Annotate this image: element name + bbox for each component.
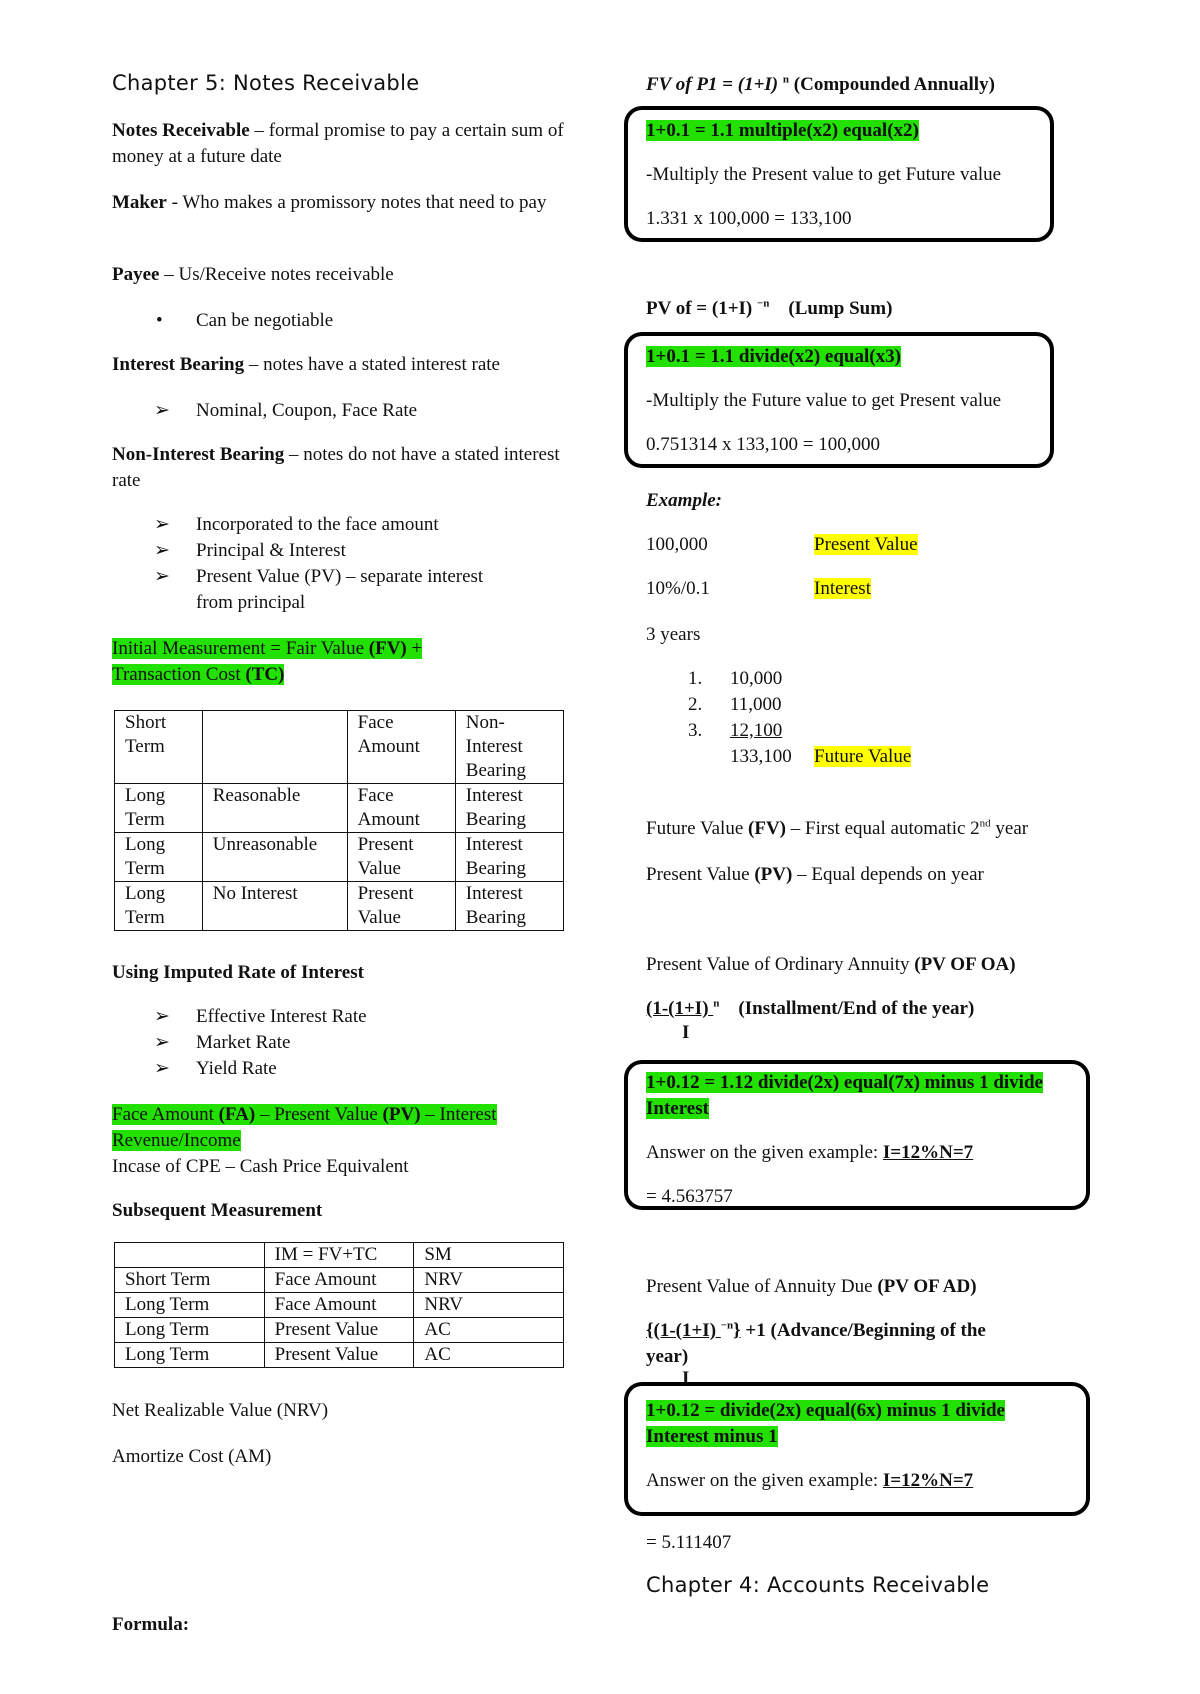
- box-result: = 4.563757: [646, 1186, 733, 1207]
- pvoa-denominator: [682, 1020, 689, 1046]
- table-cell: IM = FV+TC: [264, 1243, 414, 1268]
- term: Payee: [112, 264, 160, 285]
- formula-text: {(1-(1+I): [646, 1320, 721, 1341]
- table-cell: Present Value: [264, 1318, 414, 1343]
- box-step: 1+0.1 = 1.1 divide(x2) equal(x3): [646, 346, 901, 367]
- title-abbr: (PV OF AD): [877, 1276, 977, 1297]
- imputed-title: [112, 960, 364, 986]
- measurement-table: [114, 1242, 564, 1368]
- def-text: Present Value: [646, 864, 755, 885]
- table-cell: [115, 1243, 265, 1268]
- table-row: [115, 1293, 564, 1318]
- fa-text: – Present Value: [255, 1104, 383, 1125]
- formula-sup: −n: [720, 1319, 734, 1332]
- example-interest-row: [646, 576, 871, 602]
- list-item: [112, 512, 483, 538]
- example-label: [646, 488, 722, 514]
- box-params: I=12%N=7: [882, 1142, 974, 1163]
- list-item: [112, 1004, 367, 1030]
- table-cell: Face Amount: [347, 711, 455, 784]
- fv-title-text: (Compounded Annually): [789, 74, 995, 95]
- table-cell: [202, 711, 347, 784]
- table-cell: Face Amount: [347, 784, 455, 833]
- table-row: [115, 1318, 564, 1343]
- list-number: 1.: [688, 668, 703, 689]
- title-text: Subsequent Measurement: [112, 1200, 323, 1221]
- cpe-line: Incase of CPE – Cash Price Equivalent: [112, 1156, 409, 1177]
- box-note: Answer on the given example:: [646, 1142, 883, 1163]
- table-cell: No Interest: [202, 882, 347, 931]
- im-text: Initial Measurement = Fair Value: [112, 638, 369, 659]
- pv-box-content: [646, 344, 1086, 458]
- title-text: Present Value of Annuity Due: [646, 1276, 878, 1297]
- table-cell: NRV: [414, 1293, 564, 1318]
- denominator-text: I: [682, 1022, 690, 1043]
- table-cell: AC: [414, 1343, 564, 1368]
- list-number: 3.: [688, 720, 703, 741]
- bullet-text: Can be negotiable: [196, 310, 334, 331]
- fv-title: [646, 72, 995, 98]
- formula-desc: (Installment/End of the year): [738, 998, 975, 1019]
- interest-bearing-item: [112, 398, 417, 424]
- table-cell: Long Term: [115, 1318, 265, 1343]
- box-result: 0.751314 x 133,100 = 100,000: [646, 434, 880, 455]
- box-step: Interest: [646, 1098, 709, 1119]
- term: Non-Interest Bearing: [112, 444, 285, 465]
- table-cell: Long Term: [115, 882, 203, 931]
- pv-title-text: (Lump Sum): [788, 298, 893, 319]
- table-cell: Interest Bearing: [455, 784, 563, 833]
- fv-title-text: FV of P1 = (1+I): [646, 74, 783, 95]
- term: Notes Receivable: [112, 120, 250, 141]
- label: Interest: [814, 578, 871, 599]
- list-value: 12,100: [730, 720, 783, 741]
- formula-text: Formula:: [112, 1614, 190, 1635]
- formula-text: (1-(1+I): [646, 998, 714, 1019]
- table-row: [115, 833, 564, 882]
- table-cell: Long Term: [115, 833, 203, 882]
- denominator-text: I: [682, 1368, 690, 1389]
- table-cell: Long Term: [115, 1343, 265, 1368]
- pvoa-box-content: [646, 1070, 1096, 1210]
- fa-abbr: (FA): [218, 1104, 256, 1125]
- list-item: [112, 1030, 367, 1056]
- imputed-list: [112, 1004, 367, 1082]
- table-cell: Face Amount: [264, 1293, 414, 1318]
- title-text: Present Value of Ordinary Annuity: [646, 954, 915, 975]
- table-row: [115, 1343, 564, 1368]
- payee-bullet: [112, 308, 333, 334]
- item-text: Nominal, Coupon, Face Rate: [196, 400, 418, 421]
- list-item: [112, 1056, 367, 1082]
- list-item: [112, 538, 483, 564]
- arrow-icon: ➢: [154, 566, 170, 587]
- table-cell: NRV: [414, 1268, 564, 1293]
- list-item: [646, 666, 911, 692]
- definition: – notes do not have a stated interest rate: [112, 444, 560, 491]
- arrow-icon: ➢: [154, 1006, 170, 1027]
- list-item: [646, 718, 911, 744]
- list-item-continuation: [112, 590, 483, 616]
- definition: - Who makes a promissory notes that need to pay: [166, 192, 547, 213]
- arrow-icon: ➢: [154, 400, 170, 421]
- def-abbr: (FV): [748, 818, 787, 839]
- table-row: [115, 882, 564, 931]
- formula-label: [112, 1612, 189, 1638]
- pvad-title: [646, 1274, 977, 1300]
- def-text: year: [990, 818, 1029, 839]
- table-cell: Short Term: [115, 711, 203, 784]
- non-interest-bearing-definition: [112, 442, 572, 494]
- term: Interest Bearing: [112, 354, 245, 375]
- pvoa-title: [646, 952, 1016, 978]
- table-cell: Short Term: [115, 1268, 265, 1293]
- total-value: 133,100: [730, 746, 792, 767]
- fv-definition: [646, 816, 1028, 842]
- fa-text: Face Amount: [112, 1104, 219, 1125]
- nrv-line: Net Realizable Value (NRV): [112, 1400, 329, 1421]
- box-result: 1.331 x 100,000 = 133,100: [646, 208, 852, 229]
- arrow-icon: ➢: [154, 1058, 170, 1079]
- classification-table: [114, 710, 564, 931]
- list-total: [646, 744, 911, 770]
- item-text: Incorporated to the face amount: [196, 514, 439, 535]
- pv-title: [646, 296, 892, 322]
- example-text: Example:: [646, 490, 722, 511]
- table-cell: AC: [414, 1318, 564, 1343]
- table-cell: Reasonable: [202, 784, 347, 833]
- im-fv: (FV): [368, 638, 407, 659]
- def-text: – First equal automatic 2: [786, 818, 980, 839]
- pvoa-formula: [646, 996, 974, 1022]
- item-text: Effective Interest Rate: [196, 1006, 367, 1027]
- formula-text: }: [733, 1320, 741, 1341]
- item-text: Present Value (PV) – separate interest: [196, 566, 484, 587]
- value: 10%/0.1: [646, 578, 710, 599]
- box-note: -Multiply the Present value to get Future value: [646, 164, 1002, 185]
- list-value: 11,000: [730, 694, 782, 715]
- table-row: [115, 1268, 564, 1293]
- list-item: [112, 564, 483, 590]
- formula-desc: year): [646, 1346, 689, 1367]
- title-text: Using Imputed Rate of Interest: [112, 962, 364, 983]
- chapter-title: Chapter 5: Notes Receivable: [112, 71, 420, 95]
- definition: – formal promise to pay a certain sum of money at a future date: [112, 120, 564, 167]
- table-cell: Long Term: [115, 1293, 265, 1318]
- value: 100,000: [646, 534, 708, 555]
- list-value: 10,000: [730, 668, 783, 689]
- title-abbr: (PV OF OA): [914, 954, 1016, 975]
- notes-receivable-definition: [112, 118, 572, 170]
- arrow-icon: ➢: [154, 1032, 170, 1053]
- formula-desc: +1 (Advance/Beginning of the: [740, 1320, 986, 1341]
- fa-text: – Interest: [420, 1104, 497, 1125]
- term: Maker: [112, 192, 167, 213]
- table-cell: SM: [414, 1243, 564, 1268]
- pv-definition: [646, 862, 984, 888]
- list-number: 2.: [688, 694, 703, 715]
- def-text: Future Value: [646, 818, 749, 839]
- table-row: [115, 711, 564, 784]
- def-text: – Equal depends on year: [792, 864, 984, 885]
- maker-definition: [112, 190, 572, 216]
- fa-abbr: (PV): [382, 1104, 421, 1125]
- total-label: Future Value: [814, 746, 912, 767]
- interest-bearing-definition: [112, 352, 500, 378]
- table-cell: Present Value: [347, 882, 455, 931]
- definition: – notes have a stated interest rate: [244, 354, 500, 375]
- item-text: Principal & Interest: [196, 540, 346, 561]
- arrow-icon: ➢: [154, 540, 170, 561]
- box-note: Answer on the given example:: [646, 1470, 883, 1491]
- table-cell: Interest Bearing: [455, 882, 563, 931]
- pv-title-text: PV of = (1+I): [646, 298, 758, 319]
- def-sup: nd: [979, 817, 991, 830]
- initial-measurement: [112, 636, 422, 688]
- box-params: I=12%N=7: [882, 1470, 974, 1491]
- bullet-icon: •: [156, 310, 163, 331]
- item-text: Yield Rate: [196, 1058, 277, 1079]
- table-cell: Unreasonable: [202, 833, 347, 882]
- example-list: [646, 666, 911, 770]
- im-tc: (TC): [245, 664, 285, 685]
- amortize-line: Amortize Cost (AM): [112, 1446, 272, 1467]
- pvad-box-content: [646, 1398, 1096, 1504]
- table-row: [115, 784, 564, 833]
- list-item: [646, 692, 911, 718]
- item-text: from principal: [196, 592, 306, 613]
- example-years: 3 years: [646, 624, 701, 645]
- table-cell: Interest Bearing: [455, 833, 563, 882]
- non-interest-list: [112, 512, 483, 616]
- table-cell: Non-Interest Bearing: [455, 711, 563, 784]
- payee-definition: [112, 262, 394, 288]
- box-step: Interest minus 1: [646, 1426, 778, 1447]
- fv-title-sup: n: [782, 73, 790, 86]
- table-cell: Long Term: [115, 784, 203, 833]
- chapter4-title: Chapter 4: Accounts Receivable: [646, 1573, 990, 1597]
- fv-box-content: [646, 118, 1086, 232]
- arrow-icon: ➢: [154, 514, 170, 535]
- example-pv-row: [646, 532, 918, 558]
- subsequent-title: [112, 1198, 322, 1224]
- def-abbr: (PV): [754, 864, 793, 885]
- box-note: -Multiply the Future value to get Present value: [646, 390, 1002, 411]
- box-step: 1+0.12 = divide(2x) equal(6x) minus 1 divide: [646, 1400, 1005, 1421]
- pvad-result: = 5.111407: [646, 1532, 732, 1553]
- item-text: Market Rate: [196, 1032, 291, 1053]
- fa-text: Revenue/Income: [112, 1130, 241, 1151]
- pv-title-sup: −n: [757, 297, 770, 310]
- label: Present Value: [814, 534, 918, 555]
- table-cell: Present Value: [264, 1343, 414, 1368]
- definition: – Us/Receive notes receivable: [159, 264, 394, 285]
- box-step: 1+0.12 = 1.12 divide(2x) equal(7x) minus 1 divide: [646, 1072, 1043, 1093]
- table-cell: Face Amount: [264, 1268, 414, 1293]
- face-amount-formula: [112, 1102, 572, 1180]
- box-step: 1+0.1 = 1.1 multiple(x2) equal(x2): [646, 120, 919, 141]
- im-text: Transaction Cost: [112, 664, 246, 685]
- im-plus: +: [406, 638, 423, 659]
- formula-sup: n: [713, 997, 720, 1010]
- table-cell: Present Value: [347, 833, 455, 882]
- table-row: [115, 1243, 564, 1268]
- pvad-formula: [646, 1318, 1096, 1370]
